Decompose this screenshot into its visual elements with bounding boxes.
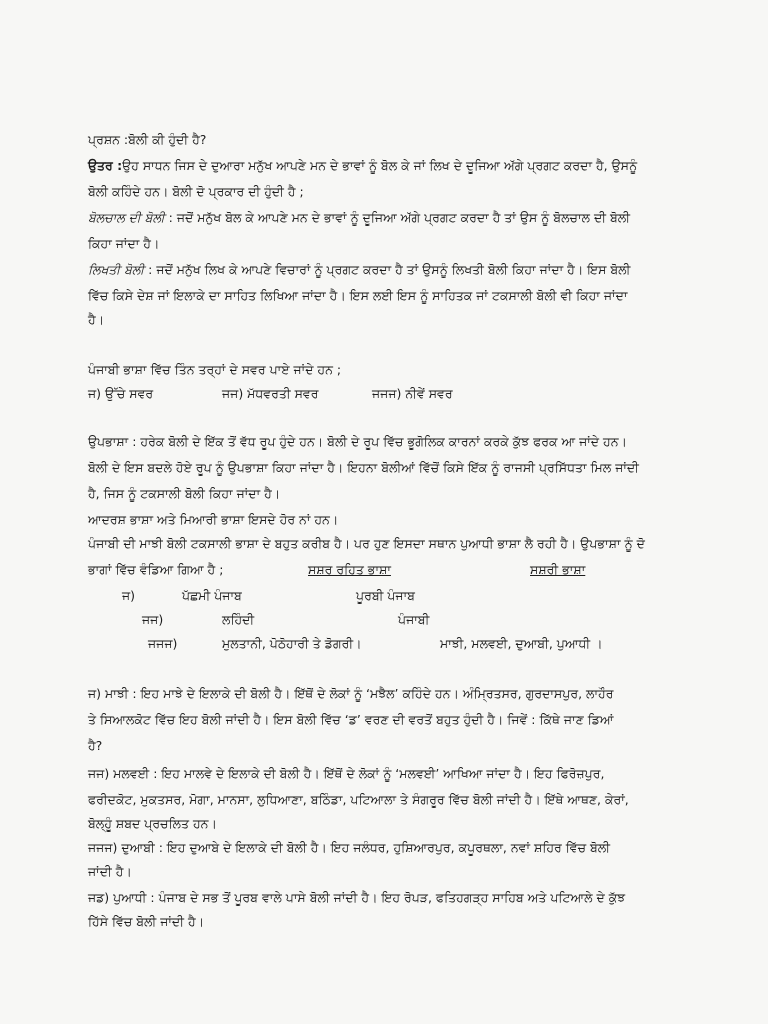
puadhi-line-1: ਜਡ) ਪੁਆਧੀ : ਪੰਜਾਬ ਦੇ ਸਭ ਤੋਂ ਪੂਰਬ ਵਾਲੇ ਪਾਸੇ ਬੋਲੀ ਜਾਂਦੀ ਹੈ। ਇਹ ਰੋਪੜ, ਫਤਿਹਗੜ੍ਹ ਸਾਹਿਬ ਅਤੇ ਪਟਿਆਲੇ ਦੇ ਕੁੱਝ	[88, 890, 626, 905]
vowel-item-3: ਜਜਜ) ਨੀਵੇਂ ਸਵਰ	[372, 386, 453, 401]
vowels-intro: ਪੰਜਾਬੀ ਭਾਸ਼ਾ ਵਿੱਚ ਤਿੰਨ ਤਰ੍ਹਾਂ ਦੇ ਸਵਰ ਪਾਏ ਜਾਂਦੇ ਹਨ ;	[88, 362, 342, 377]
answer-text-1: ਉਹ ਸਾਧਨ ਜਿਸ ਦੇ ਦੁਆਰਾ ਮਨੁੱਖ ਆਪਣੇ ਮਨ ਦੇ ਭਾਵਾਂ ਨੂੰ ਬੋਲ ਕੇ ਜਾਂ ਲਿਖ ਦੇ ਦੂਜਿਆ ਅੱਗੇ ਪ੍ਰਗਟ ਕਰਦਾ ਹੈ, ਉਸਨੂੰ	[122, 158, 638, 173]
dialect-text-1: : ਹਰੇਕ ਬੋਲੀ ਦੇ ਇੱਕ ਤੋਂ ਵੱਧ ਰੂਪ ਹੁੰਦੇ ਹਨ। ਬੋਲੀ ਦੇ ਰੂਪ ਵਿੱਚ ਭੂਗੋਲਿਕ ਕਾਰਨਾਂ ਕਰਕੇ ਕੁੱਝ ਫਰਕ ਆ ਜਾਂਦੇ ਹਨ।	[128, 434, 627, 449]
table-row-3-num: ਜਜਜ)	[148, 636, 178, 651]
malwai-line-1: ਜਜ) ਮਲਵਈ : ਇਹ ਮਾਲਵੇ ਦੇ ਇਲਾਕੇ ਦੀ ਬੋਲੀ ਹੈ। ਇੱਥੋਂ ਦੇ ਲੋਕਾਂ ਨੂੰ ‘ਮਲਵਈ’ ਆਖਿਆ ਜਾਂਦਾ ਹੈ। ਇਹ ਫਿਰੋਜ਼ਪੁਰ,	[88, 766, 605, 781]
written-line-1	[88, 262, 630, 278]
written-line-3: ਹੈ।	[88, 312, 105, 327]
table-header-col2: ਸਸ਼ਰੀ ਭਾਸ਼ਾ	[530, 562, 586, 577]
written-label: ਲਿਖਤੀ ਬੋਲੀ	[88, 262, 145, 277]
puadhi-line-2: ਹਿੱਸੇ ਵਿੱਚ ਬੋਲੀ ਜਾਂਦੀ ਹੈ।	[88, 914, 205, 929]
doabi-line-2: ਜਾਂਦੀ ਹੈ।	[88, 864, 132, 879]
table-row-1-left: ਪੱਛਮੀ ਪੰਜਾਬ	[182, 588, 242, 603]
majhi-line-2: ਤੇ ਸਿਆਲਕੋਟ ਵਿੱਚ ਇਹ ਬੋਲੀ ਜਾਂਦੀ ਹੈ। ਇਸ ਬੋਲੀ ਵਿੱਚ ‘ਡ’ ਵਰਣ ਦੀ ਵਰਤੋਂ ਬਹੁਤ ਹੁੰਦੀ ਹੈ। ਜਿਵੇਂ : ਕਿੱਥੇ ਜਾਣ ਡਿਆਂ	[88, 712, 614, 727]
dialect-line-2: ਬੋਲੀ ਦੇ ਇਸ ਬਦਲੇ ਹੋਏ ਰੂਪ ਨੂੰ ਉਪਭਾਸ਼ਾ ਕਿਹਾ ਜਾਂਦਾ ਹੈ। ਇਹਨਾ ਬੋਲੀਆਂ ਵਿੱਚੋਂ ਕਿਸੇ ਇੱਕ ਨੂੰ ਰਾਜਸੀ ਪ੍ਰਸਿੱਧਤਾ ਮਿਲ ਜਾਂਦੀ	[88, 460, 639, 475]
dialect-label: ਉਪਭਾਸ਼ਾ	[88, 434, 129, 449]
spoken-text-1: : ਜਦੋਂ ਮਨੁੱਖ ਬੋਲ ਕੇ ਆਪਣੇ ਮਨ ਦੇ ਭਾਵਾਂ ਨੂੰ ਦੂਜਿਆ ਅੱਗੇ ਪ੍ਰਗਟ ਕਰਦਾ ਹੈ ਤਾਂ ਉਸ ਨੂੰ ਬੋਲਚਾਲ ਦੀ ਬੋਲੀ	[164, 210, 630, 225]
doabi-line-1: ਜਜਜ) ਦੁਆਬੀ : ਇਹ ਦੁਆਬੇ ਦੇ ਇਲਾਕੇ ਦੀ ਬੋਲੀ ਹੈ। ਇਹ ਜਲੰਧਰ, ਹੁਸ਼ਿਆਰਪੁਰ, ਕਪੂਰਥਲਾ, ਨਵਾਂ ਸ਼ਹਿਰ ਵਿੱਚ ਬੋਲੀ	[88, 840, 611, 855]
majhi-line-3: ਹੈ?	[88, 738, 103, 753]
table-row-3-right: ਮਾਝੀ, ਮਲਵਈ, ਦੁਆਬੀ, ਪੁਆਧੀ ।	[440, 636, 603, 651]
vowel-item-1: ਜ) ਉੱਚੇ ਸਵਰ	[88, 386, 154, 401]
answer-line-2: ਬੋਲੀ ਕਹਿੰਦੇ ਹਨ। ਬੋਲੀ ਦੋ ਪ੍ਰਕਾਰ ਦੀ ਹੁੰਦੀ ਹੈ ;	[88, 184, 304, 199]
vowel-item-2: ਜਜ) ਮੱਧਵਰਤੀ ਸਵਰ	[222, 386, 319, 401]
answer-line-1	[88, 158, 637, 174]
written-text-1: : ਜਦੋਂ ਮਨੁੱਖ ਲਿਖ ਕੇ ਆਪਣੇ ਵਿਚਾਰਾਂ ਨੂੰ ਪ੍ਰਗਟ ਕਰਦਾ ਹੈ ਤਾਂ ਉਸਨੂੰ ਲਿਖਤੀ ਬੋਲੀ ਕਿਹਾ ਜਾਂਦਾ ਹੈ। ਇਸ ਬੋਲੀ	[144, 262, 631, 277]
table-row-3-left: ਮੁਲਤਾਨੀ, ਪੋਠੋਹਾਰੀ ਤੇ ਡੋਗਰੀ।	[222, 636, 362, 651]
answer-label: ਉਤਰ :	[88, 158, 123, 173]
majhi-line-1: ਜ) ਮਾਝੀ : ਇਹ ਮਾਝੇ ਦੇ ਇਲਾਕੇ ਦੀ ਬੋਲੀ ਹੈ। ਇੱਥੋਂ ਦੇ ਲੋਕਾਂ ਨੂੰ ‘ਮਝੈਲ’ ਕਹਿੰਦੇ ਹਨ। ਅੰਮ੍ਰਿਤਸਰ, ਗੁਰਦਾਸਪੁਰ, ਲਾਹੌਰ	[88, 686, 614, 701]
question-line: ਪ੍ਰਸ਼ਨ :ਬੋਲੀ ਕੀ ਹੁੰਦੀ ਹੈ?	[88, 132, 207, 147]
spoken-line-1	[88, 210, 630, 226]
table-row-1-num: ਜ)	[122, 588, 136, 603]
malwai-line-2: ਫਰੀਦਕੋਟ, ਮੁਕਤਸਰ, ਮੋਗਾ, ਮਾਨਸਾ, ਲੁਧਿਆਣਾ, ਬਠਿੰਡਾ, ਪਟਿਆਲਾ ਤੇ ਸੰਗਰੂਰ ਵਿੱਚ ਬੋਲੀ ਜਾਂਦੀ ਹੈ। ਇੱਥੇ ਆਥਣ, ਕੇਰਾਂ,	[88, 792, 629, 807]
table-row-2-right: ਪੰਜਾਬੀ	[398, 612, 430, 627]
spoken-label: ਬੋਲਚਾਲ ਦੀ ਬੋਲੀ	[88, 210, 165, 225]
table-row-1-right: ਪੂਰਬੀ ਪੰਜਾਬ	[356, 588, 415, 603]
dialect-line-1	[88, 434, 627, 450]
dialect-line-3: ਹੈ, ਜਿਸ ਨੂੰ ਟਕਸਾਲੀ ਬੋਲੀ ਕਿਹਾ ਜਾਂਦਾ ਹੈ।	[88, 486, 281, 501]
written-line-2: ਵਿੱਚ ਕਿਸੇ ਦੇਸ਼ ਜਾਂ ਇਲਾਕੇ ਦਾ ਸਾਹਿਤ ਲਿਖਿਆ ਜਾਂਦਾ ਹੈ। ਇਸ ਲਈ ਇਸ ਨੂੰ ਸਾਹਿਤਕ ਜਾਂ ਟਕਸਾਲੀ ਬੋਲੀ ਵੀ ਕਿਹਾ ਜਾਂਦਾ	[88, 288, 628, 303]
dialect-line-5: ਪੰਜਾਬੀ ਦੀ ਮਾਝੀ ਬੋਲੀ ਟਕਸਾਲੀ ਭਾਸ਼ਾ ਦੇ ਬਹੁਤ ਕਰੀਬ ਹੈ। ਪਰ ਹੁਣ ਇਸਦਾ ਸਥਾਨ ਪੁਆਧੀ ਭਾਸ਼ਾ ਲੈ ਰਹੀ ਹੈ। ਉਪਭਾਸ਼ਾ ਨੂੰ ਦੋ	[88, 536, 645, 551]
spoken-line-2: ਕਿਹਾ ਜਾਂਦਾ ਹੈ।	[88, 236, 160, 251]
dialect-line-4: ਆਦਰਸ਼ ਭਾਸ਼ਾ ਅਤੇ ਮਿਆਰੀ ਭਾਸ਼ਾ ਇਸਦੇ ਹੋਰ ਨਾਂ ਹਨ।	[88, 512, 339, 527]
dialect-line-6: ਭਾਗਾਂ ਵਿੱਚ ਵੰਡਿਆ ਗਿਆ ਹੈ ;	[88, 562, 224, 577]
table-row-2-num: ਜਜ)	[142, 612, 164, 627]
table-header-col1: ਸਸ਼ਰ ਰਹਿਤ ਭਾਸ਼ਾ	[308, 562, 391, 577]
table-row-2-left: ਲਹਿੰਦੀ	[222, 612, 255, 627]
malwai-line-3: ਬੋਲ੍ਹੂੰ ਸ਼ਬਦ ਪ੍ਰਚਲਿਤ ਹਨ।	[88, 816, 217, 831]
